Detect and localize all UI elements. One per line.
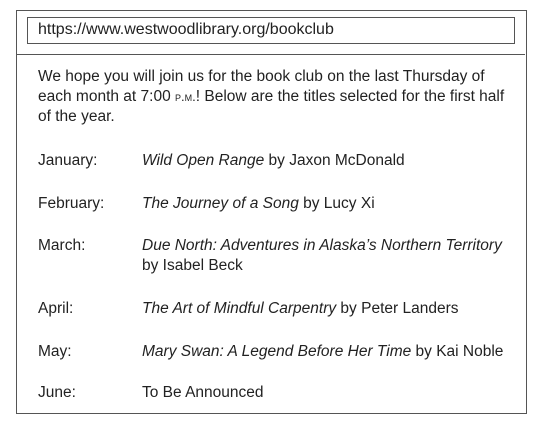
browser-window [16, 10, 527, 414]
month-label: June: [38, 384, 76, 401]
book-author: To Be Announced [142, 384, 264, 401]
address-bar-area [17, 11, 525, 55]
book-author: by Peter Landers [336, 300, 459, 317]
book-entry [142, 383, 522, 403]
book-author: by Kai Noble [411, 343, 504, 360]
url-field[interactable]: https://www.westwoodlibrary.org/bookclub [27, 17, 515, 44]
month-label: May: [38, 343, 72, 360]
book-entry [142, 194, 522, 214]
book-author: by Jaxon McDonald [264, 152, 405, 169]
book-title: Due North: Adventures in Alaska’s Northern Territory [142, 237, 502, 254]
book-entry [142, 151, 522, 171]
book-author: by Isabel Beck [142, 257, 243, 274]
book-entry [142, 299, 522, 319]
month-label: March: [38, 237, 86, 254]
intro-text-2: ! Below are the titles selected for the first half of the year. [38, 88, 505, 125]
intro-time-suffix: p.m. [175, 89, 196, 104]
book-entry [142, 342, 522, 362]
month-label: January: [38, 152, 98, 169]
book-title: The Art of Mindful Carpentry [142, 300, 337, 317]
book-title: Wild Open Range [142, 152, 265, 169]
intro-paragraph [38, 67, 516, 127]
book-entry [142, 236, 522, 276]
intro-text-1: We hope you will join us for the book club on the last Thursday of each month at 7:00 [38, 68, 485, 105]
book-author: by Lucy Xi [298, 195, 375, 212]
book-title: The Journey of a Song [142, 195, 299, 212]
month-label: February: [38, 195, 105, 212]
month-label: April: [38, 300, 74, 317]
book-title: Mary Swan: A Legend Before Her Time [142, 343, 412, 360]
